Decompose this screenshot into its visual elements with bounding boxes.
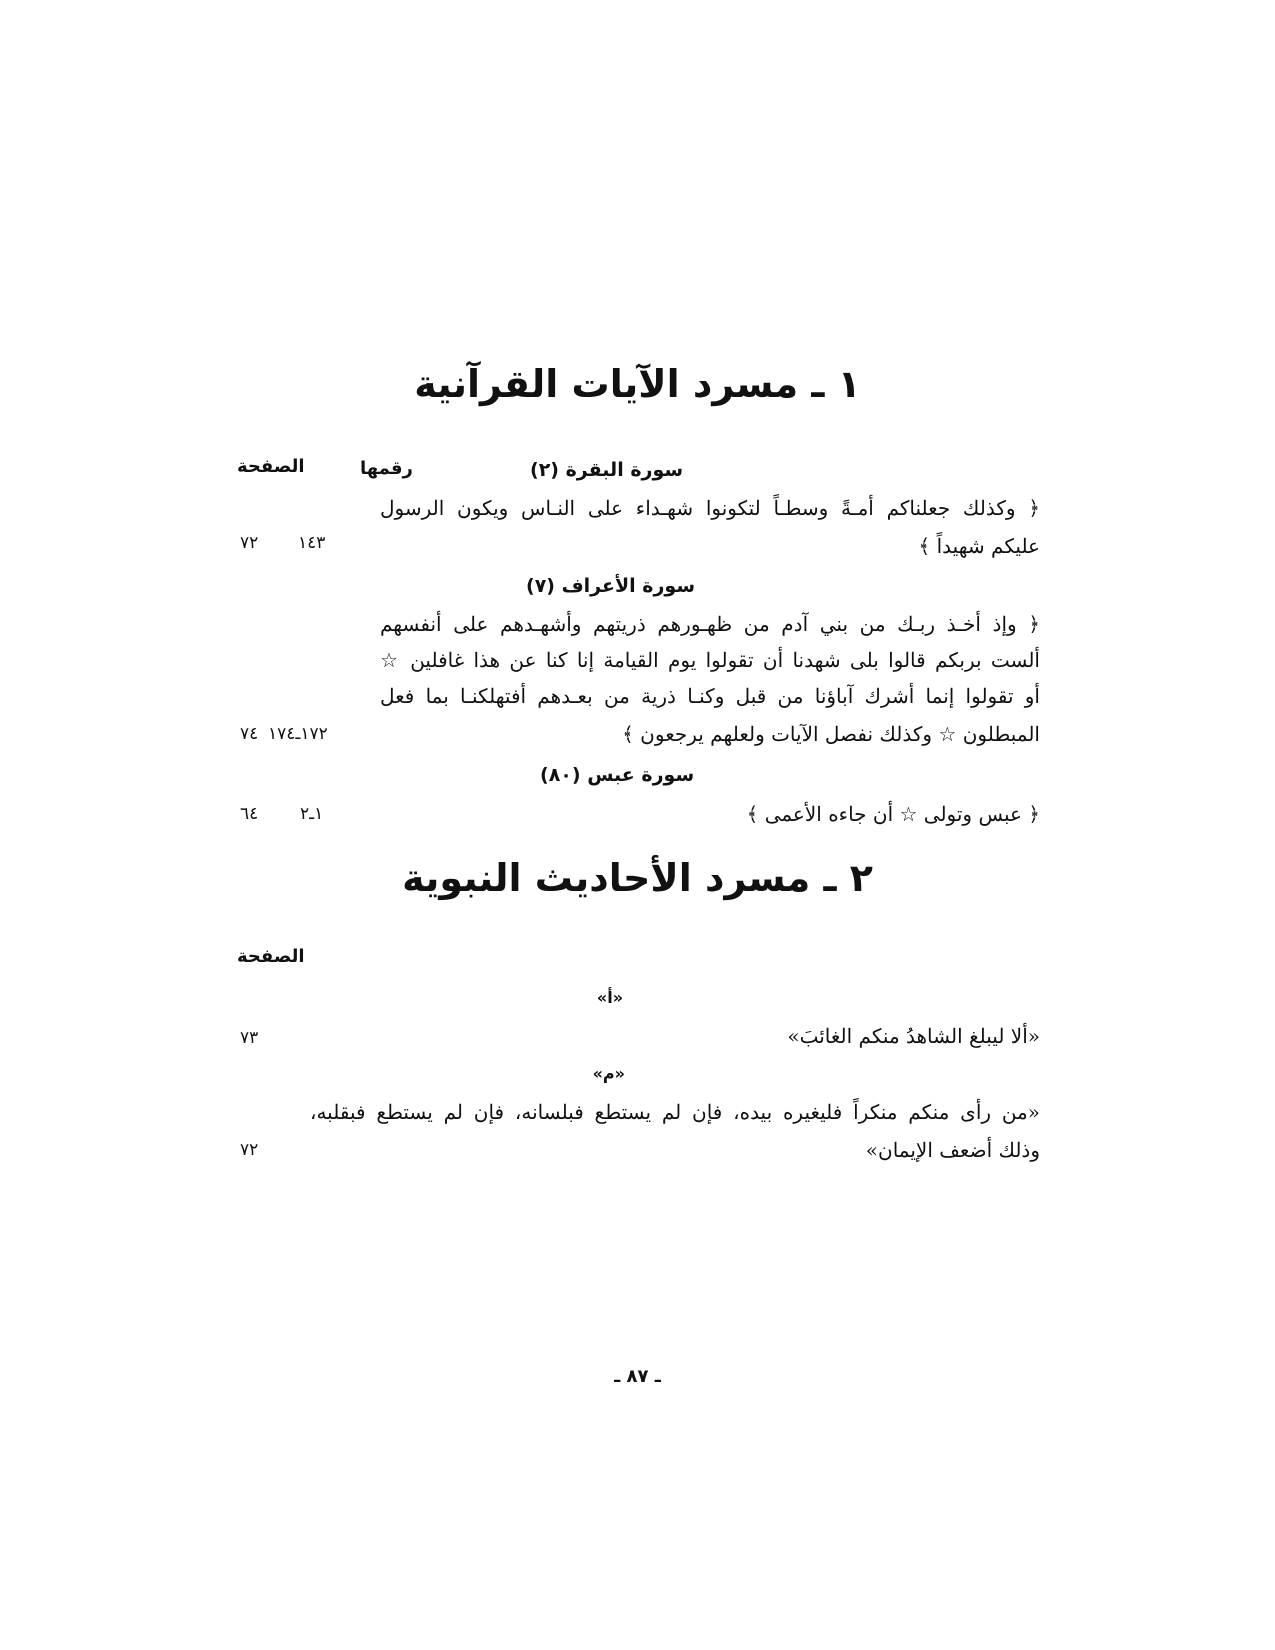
verse-line: ألست بربكم قالوا بلى شهدنا أن تقولوا يوم القيامة إنا كنا عن هذا غافلين ☆ (380, 648, 1040, 672)
verse-line: ﴿ عبس وتولى ☆ أن جاءه الأعمى ﴾ (746, 802, 1040, 826)
hadith-index-title: ٢ ـ مسرد الأحاديث النبوية (402, 856, 873, 900)
page-number: ـ ٨٧ ـ (614, 1366, 661, 1387)
page-reference: ٧٢ (240, 533, 259, 553)
verse-line: ﴿ وكذلك جعلناكم أمـةً وسطـاً لتكونوا شهـداء على النـاس ويكون الرسول (380, 496, 1040, 520)
verse-line: أو تقولوا إنما أشرك آباؤنا من قبل وكنـا ذرية من بعـدهم أفتهلكنـا بما فعل (380, 684, 1040, 708)
surah-heading-baqarah: سورة البقرة (٢) (530, 459, 684, 481)
page-column-header: الصفحة (237, 456, 305, 477)
verse-number: ١٧٢ـ١٧٤ (268, 724, 328, 744)
surah-heading-araf: سورة الأعراف (٧) (526, 575, 696, 597)
verse-number: ١ـ٢ (300, 804, 324, 824)
verse-number: ١٤٣ (298, 533, 326, 553)
hadith-line: وذلك أضعف الإيمان» (865, 1138, 1040, 1162)
verse-line: عليكم شهيداً ﴾ (918, 534, 1040, 558)
verse-number-column-header: رقمها (360, 458, 413, 479)
page-reference: ٧٢ (240, 1140, 259, 1160)
letter-group-heading: «أ» (596, 988, 624, 1007)
page-reference: ٧٤ (240, 724, 259, 744)
verse-line: ﴿ وإذ أخـذ ربـك من بني آدم من ظهـورهم ذريتهم وأشهـدهم على أنفسهم (380, 612, 1040, 636)
verse-line: المبطلون ☆ وكذلك نفصل الآيات ولعلهم يرجعون ﴾ (622, 722, 1040, 746)
page-reference: ٧٣ (240, 1028, 259, 1048)
quran-index-title: ١ ـ مسرد الآيات القرآنية (414, 362, 861, 406)
letter-group-heading: «م» (592, 1064, 625, 1083)
surah-heading-abasa: سورة عبس (٨٠) (540, 764, 695, 786)
page-column-header: الصفحة (237, 946, 305, 967)
hadith-line: «من رأى منكم منكراً فليغيره بيده، فإن لم يستطع فبلسانه، فإن لم يستطع فبقلبه، (310, 1100, 1040, 1124)
page-reference: ٦٤ (240, 804, 259, 824)
hadith-line: «ألا ليبلغ الشاهدُ منكم الغائبَ» (787, 1024, 1040, 1048)
